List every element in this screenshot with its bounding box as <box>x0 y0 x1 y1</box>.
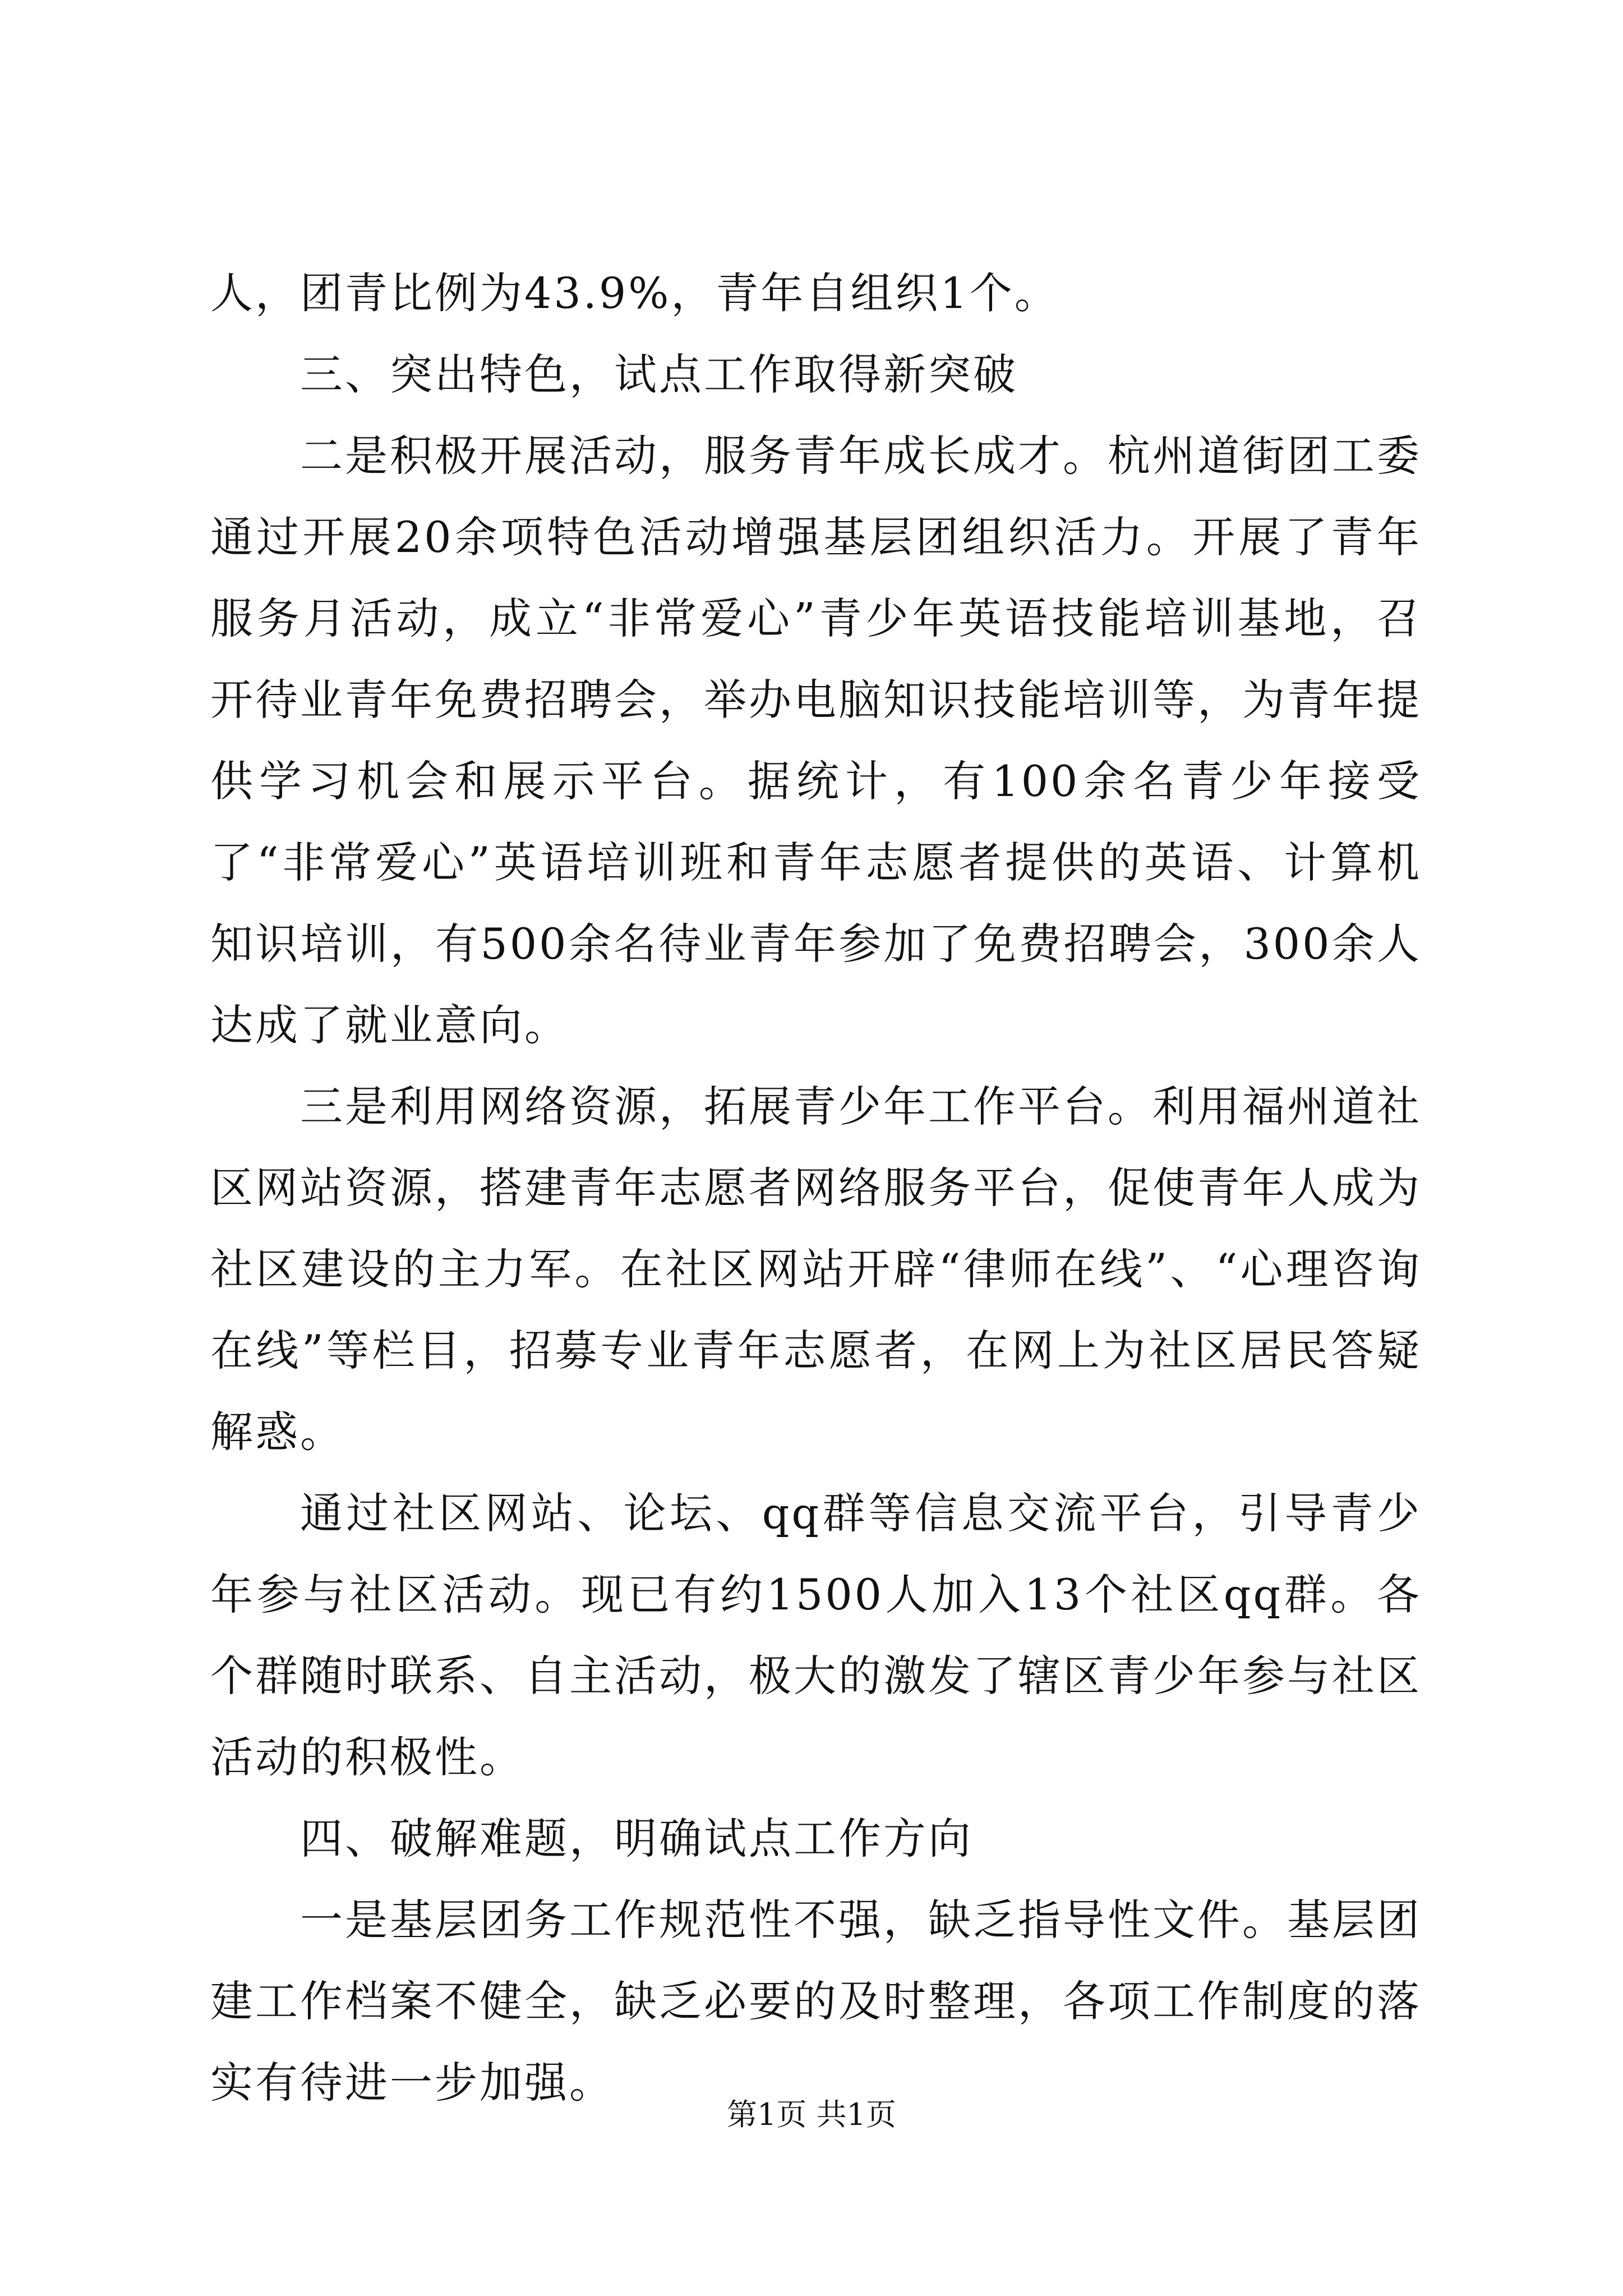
paragraph-2: 二是积极开展活动，服务青年成长成才。杭州道街团工委通过开展20余项特色活动增强基层团组织活力。开展了青年服务月活动，成立“非常爱心”青少年英语技能培训基地，召开待业青年免费招聘会，举办电脑知识技能培训等，为青年提供学习机会和展示平台。据统计，有100余名青少年接受了“非常爱心”英语培训班和青年志愿者提供的英语、计算机知识培训，有500余名待业青年参加了免费招聘会，300余人达成了就业意向。 <box>210 431 1422 1050</box>
paragraph-1: 人，团青比例为43.9%，青年自组织1个。 <box>210 268 1059 318</box>
paragraph-5: 一是基层团务工作规范性不强，缺乏指导性文件。基层团建工作档案不健全，缺乏必要的及时整理，各项工作制度的落实有待进一步加强。 <box>210 1895 1422 2108</box>
document-body <box>210 252 1422 2123</box>
paragraph-3: 三是利用网络资源，拓展青少年工作平台。利用福州道社区网站资源，搭建青年志愿者网络服务平台，促使青年人成为社区建设的主力军。在社区网站开辟“律师在线”、“心理咨询在线”等栏目，招募专业青年志愿者，在网上为社区居民答疑解惑。 <box>210 1082 1422 1457</box>
paragraph-4: 通过社区网站、论坛、qq群等信息交流平台，引导青少年参与社区活动。现已有约1500人加入13个社区qq群。各个群随时联系、自主活动，极大的激发了辖区青少年参与社区活动的积极性。 <box>210 1488 1422 1782</box>
page-number: 第1页 共1页 <box>727 2097 896 2132</box>
section-heading-3: 三、突出特色，试点工作取得新突破 <box>300 349 1018 399</box>
page-footer <box>0 2095 1623 2134</box>
section-heading-4: 四、破解难题，明确试点工作方向 <box>300 1814 973 1864</box>
